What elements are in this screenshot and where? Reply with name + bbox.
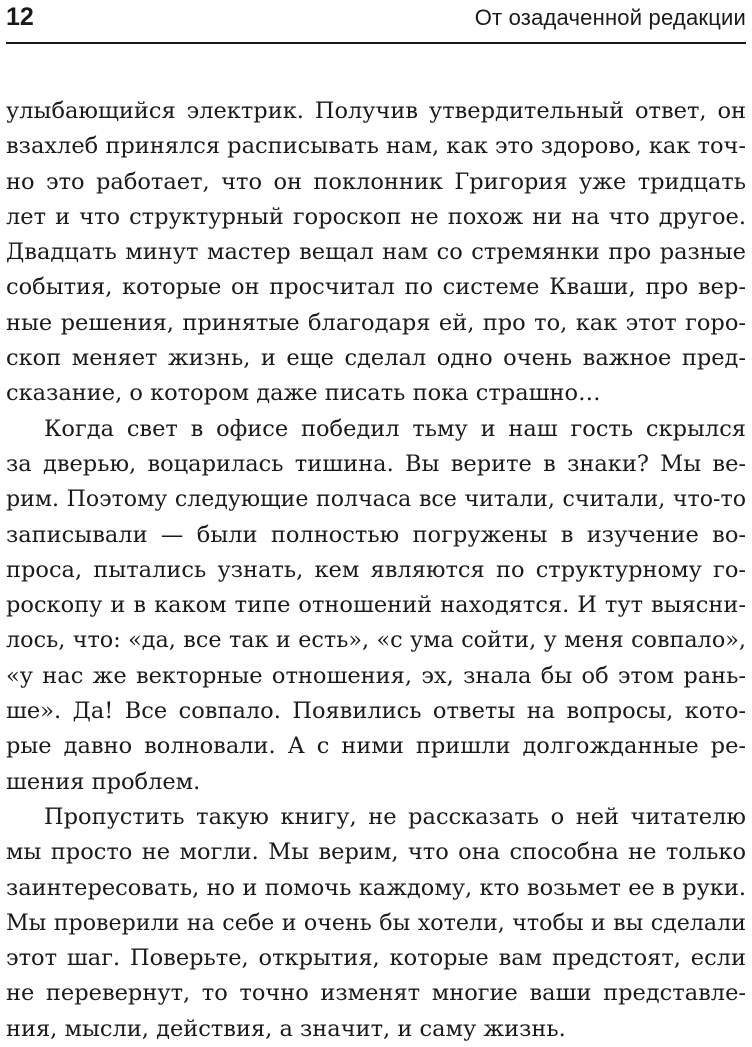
text-line: рые давно волновали. А с ними пришли долгожданные ре- [6, 733, 746, 760]
text-line: лось, что: «да, все так и есть», «с ума сойти, у меня совпало», [6, 627, 746, 654]
text-line: не перевернут, то точно изменят многие ваши представле- [6, 980, 746, 1007]
text-line: ные решения, принятые благодаря ей, про то, как этот горо- [6, 309, 746, 336]
text-line: Пропустить такую книгу, не рассказать о ней читателю [44, 803, 746, 830]
text-line: ния, мысли, действия, а значит, и саму жизнь. [6, 1015, 566, 1042]
text-line: лет и что структурный гороскоп не похож ни на что другое. [6, 203, 746, 230]
text-line: Когда свет в офисе победил тьму и наш гость скрылся [44, 415, 746, 442]
text-line: сказание, о котором даже писать пока страшно… [6, 380, 601, 407]
text-line: заинтересовать, но и помочь каждому, кто возьмет ее в руки. [6, 874, 746, 901]
paragraph-2 [6, 412, 746, 800]
text-line: за дверью, воцарилась тишина. Вы верите в знаки? Мы ве- [6, 450, 746, 477]
body-text [6, 94, 746, 1047]
text-line: улыбающийся электрик. Получив утвердительный ответ, он [6, 98, 746, 124]
text-line: но это работает, что он поклонник Григория уже тридцать [6, 168, 746, 195]
text-line: Двадцать минут мастер вещал нам со стремянки про разные [6, 239, 746, 266]
page-number: 12 [6, 3, 34, 31]
text-line: мы просто не могли. Мы верим, что она способна не только [6, 839, 746, 866]
text-line: «у нас же векторные отношения, эх, знала бы об этом рань- [6, 662, 746, 689]
text-line: этот шаг. Поверьте, открытия, которые вам предстоят, если [6, 945, 746, 972]
text-line: шения проблем. [6, 768, 201, 795]
running-header [6, 0, 746, 44]
text-line: скоп меняет жизнь, и еще сделал одно очень важное пред- [6, 345, 746, 372]
text-line: Мы проверили на себе и очень бы хотели, чтобы и вы сделали [6, 909, 746, 936]
paragraph-3 [6, 800, 746, 1047]
text-line: роскопу и в каком типе отношений находятся. И тут выясни- [6, 592, 746, 619]
text-line: записывали — были полностью погружены в изучение во- [6, 521, 746, 548]
text-line: проса, пытались узнать, кем являются по структурному го- [6, 556, 746, 583]
text-line: события, которые он просчитал по системе Кваши, про вер- [6, 274, 746, 301]
text-line: взахлеб принялся расписывать нам, как это здорово, как точ- [6, 133, 746, 160]
text-line: ше». Да! Все совпало. Появились ответы на вопросы, кото- [6, 698, 746, 725]
text-line: рим. Поэтому следующие полчаса все читали, считали, что-то [6, 486, 746, 513]
running-title: От озадаченной редакции [474, 5, 746, 30]
paragraph-1 [6, 94, 746, 412]
